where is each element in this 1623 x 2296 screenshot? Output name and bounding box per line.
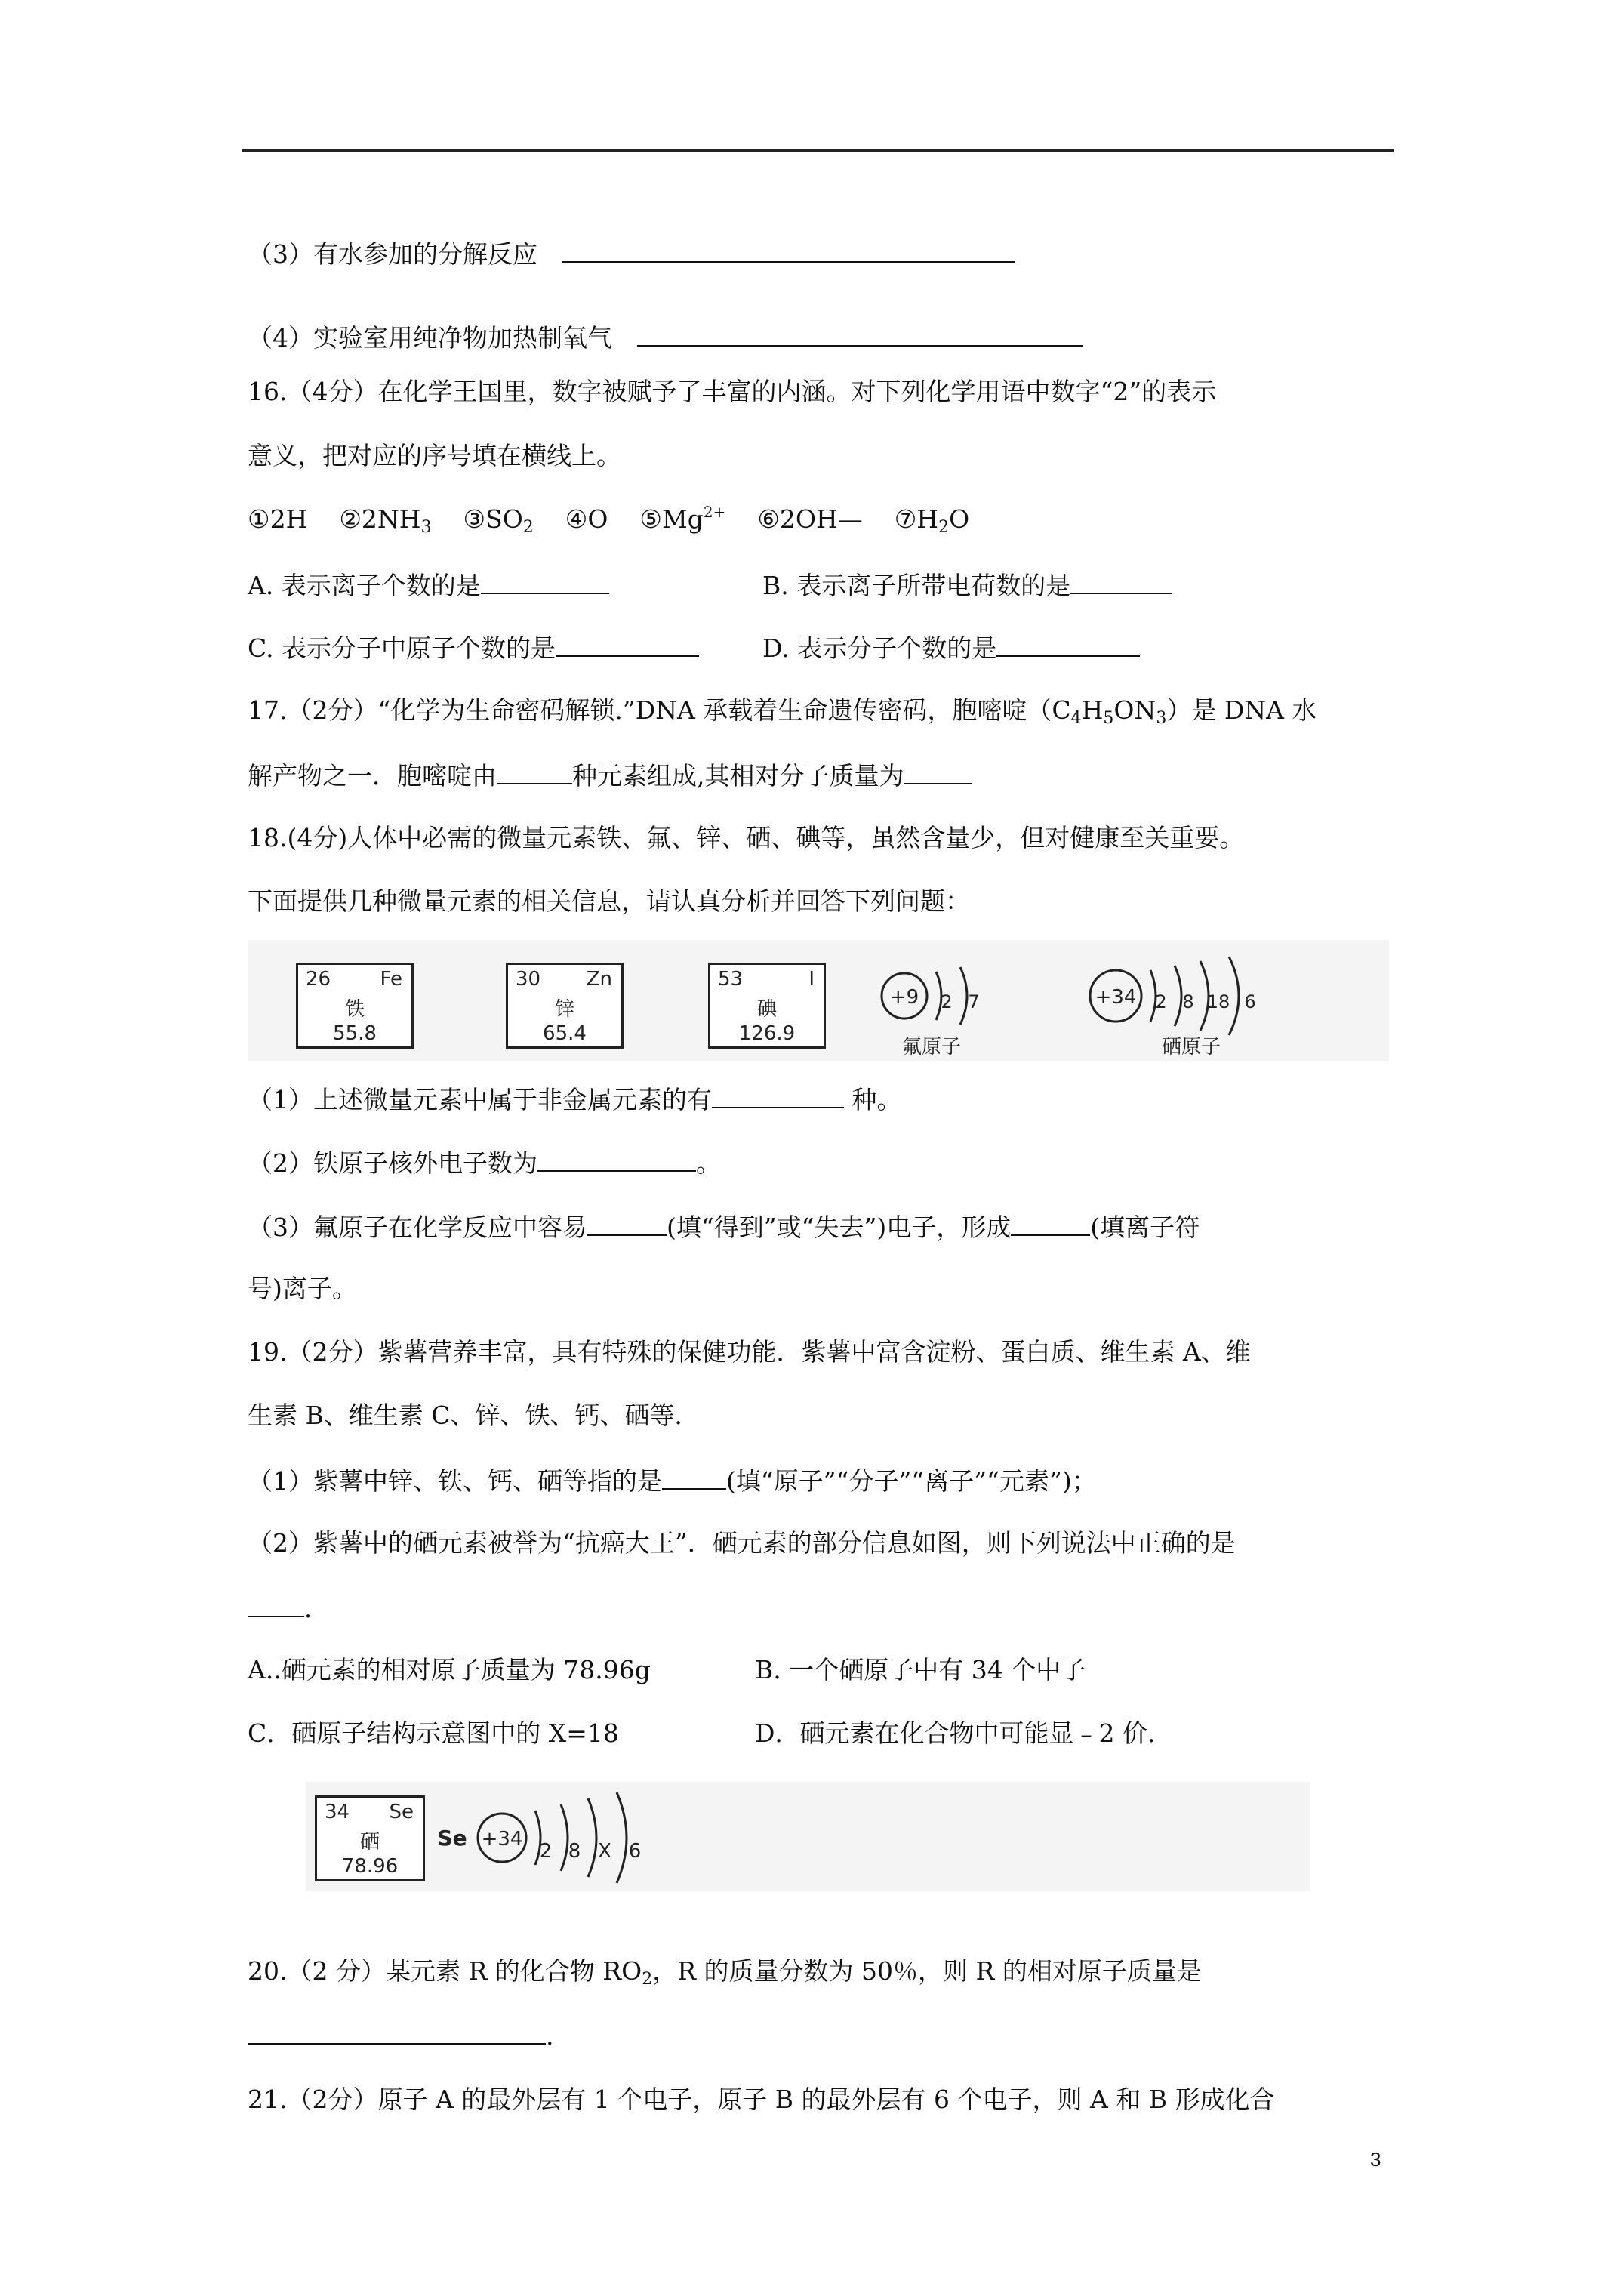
shell-electron-count: 6 <box>628 1840 642 1863</box>
answer-blank[interactable] <box>996 630 1140 657</box>
element-card-zn: 30 Zn 锌 65.4 <box>506 963 624 1049</box>
q18-sub2: （2）铁原子核外电子数为 。 <box>248 1145 721 1180</box>
q16-option-b: B. 表示离子所带电荷数的是 <box>762 567 1172 603</box>
answer-blank[interactable] <box>1011 1209 1090 1236</box>
q18-element-figure <box>248 940 1389 1061</box>
atom-label: 硒原子 <box>1161 1036 1221 1056</box>
element-symbol: Se <box>437 1826 467 1851</box>
answer-blank[interactable] <box>248 2017 546 2045</box>
answer-blank[interactable] <box>497 757 572 784</box>
nucleus-charge: +34 <box>1095 986 1137 1009</box>
element-card-i: 53 I 碘 126.9 <box>708 963 826 1049</box>
q19-option-a: A..硒元素的相对原子质量为 78.96g <box>248 1655 651 1684</box>
electron-shell-arc <box>1175 966 1181 1026</box>
q19-option-b: B. 一个硒原子中有 34 个中子 <box>755 1655 1086 1684</box>
element-card-fe: 26 Fe 铁 55.8 <box>296 963 414 1049</box>
header-rule <box>242 149 1394 152</box>
shell-electron-count: 2 <box>539 1840 553 1863</box>
electron-shell-arc <box>588 1798 596 1877</box>
q20-answer-line: . <box>248 2017 554 2053</box>
shell-electron-count: X <box>598 1840 611 1863</box>
atom-label: 氟原子 <box>901 1036 962 1056</box>
q19-option-d: D．硒元素在化合物中可能显﹣2 价． <box>755 1718 1172 1748</box>
q15-item4: （4）实验室用纯净物加热制氧气 <box>248 319 1083 355</box>
q17-text-line2: 解产物之一．胞嘧啶由 种元素组成,其相对分子质量为 <box>248 757 972 793</box>
q16-option-d: D. 表示分子个数的是 <box>762 630 1140 665</box>
q19-selenium-figure <box>306 1782 1310 1891</box>
q16-symbols: ①2H $②2NH_3$ $③SO_2$ ④O $⑤Mg^{2+}$ ⑥2OH— $⑦H_2O$ <box>248 503 970 537</box>
q19-sub2-blank: ． <box>248 1590 329 1626</box>
shell-electron-count: 8 <box>1182 991 1194 1012</box>
answer-blank[interactable] <box>248 1590 304 1617</box>
page-number: 3 <box>1370 2148 1381 2171</box>
q18-text-line2: 下面提供几种微量元素的相关信息，请认真分析并回答下列问题： <box>248 886 970 916</box>
shell-electron-count: 7 <box>968 991 980 1012</box>
q21-text-line1: 21.（2分）原子 A 的最外层有 1 个电子，原子 B 的最外层有 6 个电子，则 A 和 B 形成化合 <box>248 2085 1275 2114</box>
q16-text-line1: 16.（4分）在化学王国里，数字被赋予了丰富的内涵。对下列化学用语中数字“2”的表示 <box>248 377 1217 406</box>
answer-blank[interactable] <box>587 1209 667 1236</box>
shell-electron-count: 2 <box>941 991 953 1012</box>
q18-sub3: （3）氟原子在化学反应中容易 (填“得到”或“失去”)电子，形成 (填离子符 <box>248 1209 1200 1244</box>
answer-blank[interactable] <box>1070 567 1172 594</box>
answer-blank[interactable] <box>637 319 1083 347</box>
answer-blank[interactable] <box>562 236 1015 263</box>
selenium-atom-diagram <box>1078 951 1350 1056</box>
q18-sub3-continued: 号)离子。 <box>248 1274 357 1303</box>
electron-shell-arc <box>617 1792 627 1883</box>
shell-electron-count: 2 <box>1155 991 1167 1012</box>
element-card-se: 34 Se 硒 78.96 <box>315 1795 425 1881</box>
q20-text-line1: 20.（2 分）某元素 R 的化合物 $RO_2$，R 的质量分数为 50％，则 R 的相对原子质量是 <box>248 1956 1202 1989</box>
q16-option-a: A. 表示离子个数的是 <box>248 567 609 603</box>
electron-shell-arc <box>561 1804 568 1871</box>
q19-sub2: （2）紫薯中的硒元素被誉为“抗癌大王”．硒元素的部分信息如图，则下列说法中正确的是 <box>248 1528 1236 1558</box>
q15-item3: （3）有水参加的分解反应 <box>248 236 1015 271</box>
shell-electron-count: 6 <box>1244 991 1256 1012</box>
electron-shell-arc <box>960 967 967 1025</box>
q19-option-c: C．硒原子结构示意图中的 X=18 <box>248 1718 619 1748</box>
q19-text-line2: 生素 B、维生素 C、锌、铁、钙、硒等． <box>248 1401 700 1430</box>
q16-option-c: C. 表示分子中原子个数的是 <box>248 630 699 665</box>
q19-text-line1: 19.（2分）紫薯营养丰富，具有特殊的保健功能．紫薯中富含淀粉、蛋白质、维生素 A、维 <box>248 1337 1251 1367</box>
fluorine-atom-diagram <box>867 951 1018 1056</box>
electron-shell-arc <box>1229 957 1239 1035</box>
q18-text-line1: 18.(4分)人体中必需的微量元素铁、氟、锌、硒、碘等，虽然含量少，但对健康至关重要。 <box>248 823 1245 852</box>
nucleus-charge: +9 <box>889 986 919 1009</box>
answer-blank[interactable] <box>537 1145 696 1172</box>
q19-sub1: （1）紫薯中锌、铁、钙、硒等指的是 (填“原子”“分子”“离子”“元素”)； <box>248 1462 1097 1498</box>
selenium-structure-diagram <box>434 1786 676 1889</box>
answer-blank[interactable] <box>904 757 972 784</box>
answer-blank[interactable] <box>556 630 699 657</box>
nucleus-charge: +34 <box>481 1828 523 1851</box>
shell-electron-count: 18 <box>1206 991 1230 1012</box>
q17-text-line1: 17.（2分）“化学为生命密码解锁.”DNA 承载着生命遗传密码，胞嘧啶$(C_4H_5ON_3)$是 DNA 水 <box>248 695 1317 728</box>
q16-text-line2: 意义，把对应的序号填在横线上。 <box>248 441 621 470</box>
answer-blank[interactable] <box>481 567 609 594</box>
q18-sub1: （1）上述微量元素中属于非金属元素的有 种。 <box>248 1081 902 1117</box>
shell-electron-count: 8 <box>568 1840 581 1863</box>
answer-blank[interactable] <box>662 1462 726 1490</box>
answer-blank[interactable] <box>712 1081 844 1108</box>
